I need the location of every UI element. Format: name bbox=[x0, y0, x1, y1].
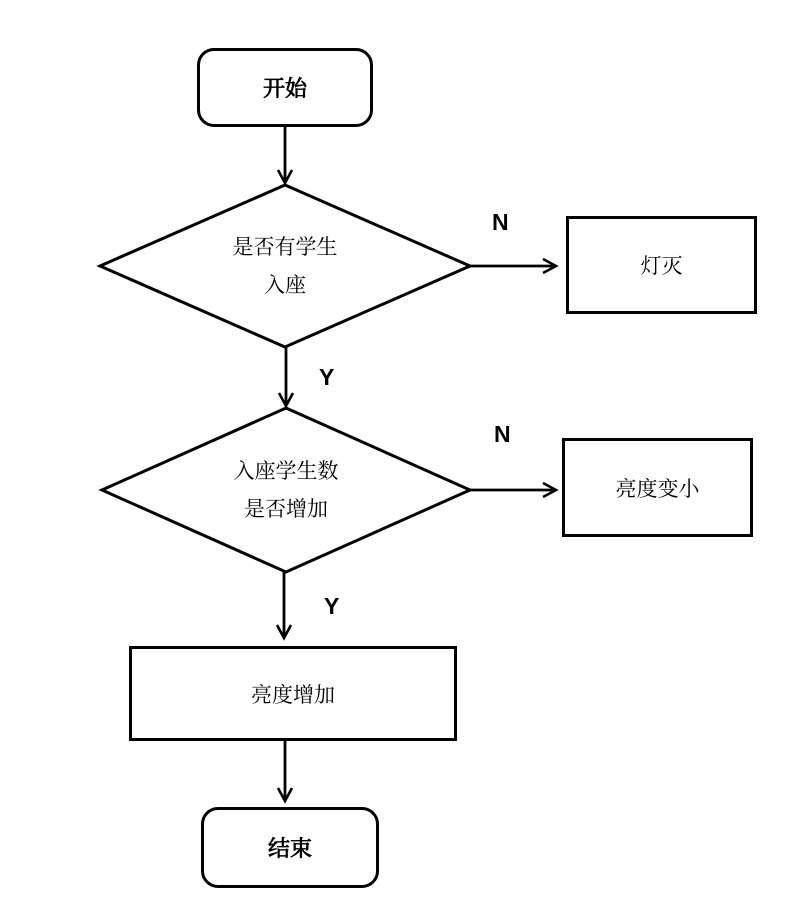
start-node bbox=[197, 48, 373, 127]
brightness-decrease-node bbox=[562, 438, 753, 537]
brightness-increase-node-label: 亮度增加 bbox=[251, 682, 335, 707]
edge-label-yes-2: Y bbox=[324, 593, 340, 619]
lamp-off-node bbox=[566, 216, 757, 314]
start-node-label: 开始 bbox=[262, 76, 307, 101]
decision2-label-line1: 入座学生数 bbox=[233, 459, 339, 483]
end-node bbox=[201, 807, 379, 888]
lamp-off-node-label: 灯灭 bbox=[640, 254, 683, 278]
edge-label-no-2: N bbox=[494, 421, 511, 447]
edge-label-no-1: N bbox=[492, 209, 509, 235]
decision1-label-line2: 入座 bbox=[264, 273, 306, 297]
decision1-node bbox=[100, 185, 470, 347]
decision2-label-line2: 是否增加 bbox=[244, 497, 328, 521]
decision2-node bbox=[102, 408, 470, 572]
brightness-increase-node bbox=[129, 646, 457, 741]
end-node-label: 结束 bbox=[267, 836, 312, 861]
edge-label-yes-1: Y bbox=[319, 364, 335, 390]
decision1-label-line1: 是否有学生 bbox=[232, 235, 338, 259]
brightness-decrease-node-label: 亮度变小 bbox=[615, 476, 700, 501]
